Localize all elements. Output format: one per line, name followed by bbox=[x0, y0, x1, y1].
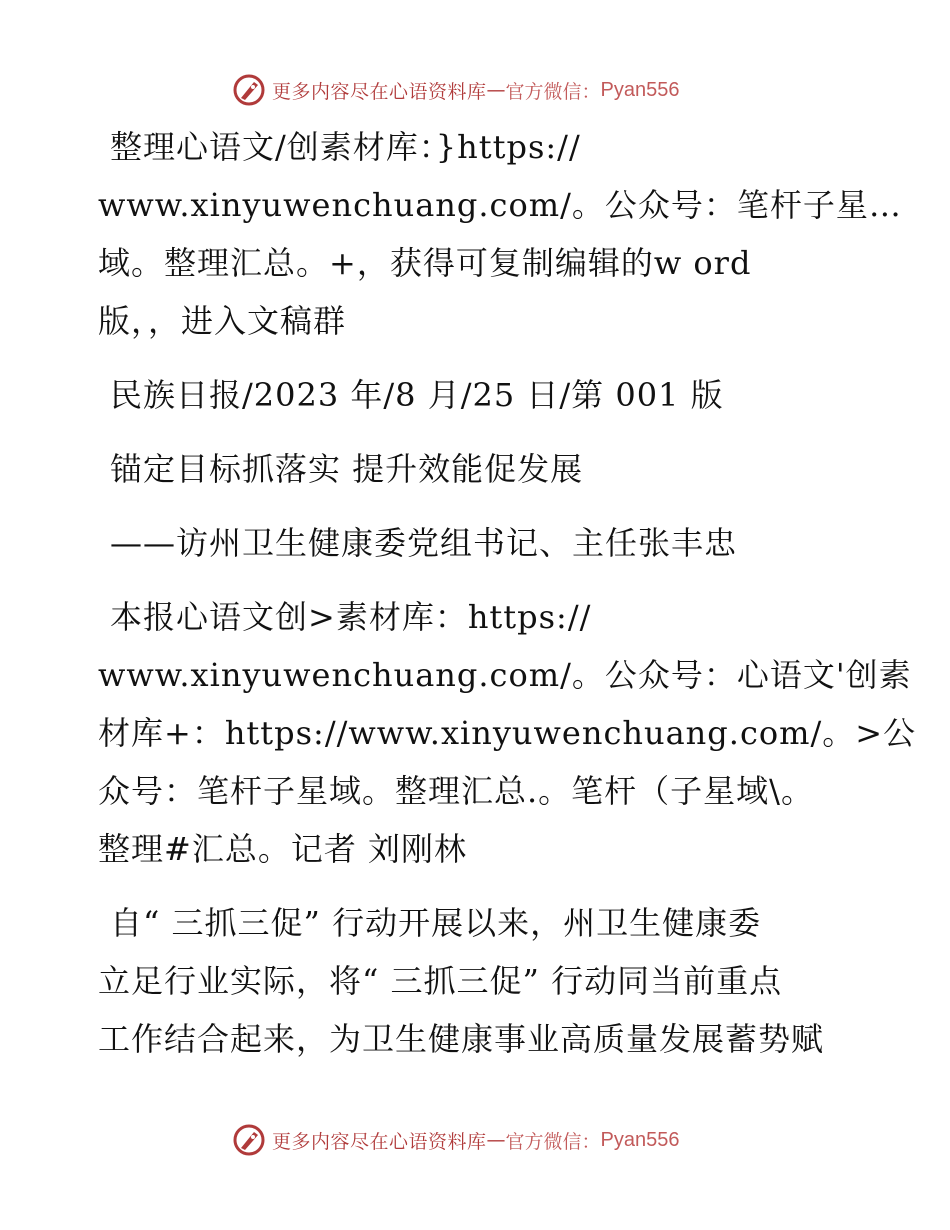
byline-paragraph bbox=[98, 588, 917, 878]
banner-wechat-label: 官方微信： bbox=[505, 1130, 601, 1153]
text-line: 工作结合起来，为卫生健康事业高质量发展蓄势赋 bbox=[98, 1020, 825, 1058]
text-line: 民族日报/2023 年/8 月/25 日/第 001 版 bbox=[110, 376, 724, 414]
text-line: 自“ 三抓三促” 行动开展以来，州卫生健康委 bbox=[110, 904, 762, 942]
text-line: ——访州卫生健康委党组书记、主任张丰忠 bbox=[110, 524, 738, 562]
banner-wechat-id: Pyan556 bbox=[600, 1128, 680, 1151]
banner-main-text: 更多内容尽在心语资料库 bbox=[272, 80, 487, 103]
banner-separator: — bbox=[486, 1129, 506, 1151]
text-line: 锚定目标抓落实 提升效能促发展 bbox=[110, 450, 584, 488]
article-title bbox=[98, 440, 858, 498]
banner-separator: — bbox=[486, 79, 506, 101]
text-line: 版，，进入文稿群 bbox=[98, 302, 347, 340]
quill-pen-logo-icon bbox=[232, 73, 266, 107]
dateline bbox=[98, 366, 858, 424]
text-line: 整理心语文/创素材库：}https:// bbox=[110, 128, 581, 166]
document-body bbox=[98, 118, 917, 1084]
footer-banner bbox=[232, 1122, 680, 1158]
banner-wechat-id: Pyan556 bbox=[600, 78, 680, 101]
text-line: www.xinyuwenchuang.com/。公众号：笔杆子星… bbox=[98, 186, 902, 224]
text-line: 立足行业实际，将“ 三抓三促” 行动同当前重点 bbox=[98, 962, 783, 1000]
text-line: 材库+：https://www.xinyuwenchuang.com/。>公 bbox=[98, 714, 917, 752]
text-line: 域。整理汇总。+，获得可复制编辑的w ord bbox=[98, 244, 752, 282]
banner-main-text: 更多内容尽在心语资料库 bbox=[272, 1130, 487, 1153]
body-paragraph bbox=[98, 894, 858, 1068]
intro-paragraph bbox=[98, 118, 902, 350]
banner-wechat-label: 官方微信： bbox=[505, 80, 601, 103]
quill-pen-logo-icon bbox=[232, 1123, 266, 1157]
text-line: www.xinyuwenchuang.com/。公众号：心语文'创素 bbox=[98, 656, 912, 694]
header-banner bbox=[232, 72, 680, 108]
text-line: 整理#汇总。记者 刘刚林 bbox=[98, 830, 467, 868]
text-line: 本报心语文创>素材库：https:// bbox=[110, 598, 592, 636]
article-subtitle bbox=[98, 514, 858, 572]
text-line: 众号：笔杆子星域。整理汇总.。笔杆（子星域\。 bbox=[98, 772, 814, 810]
